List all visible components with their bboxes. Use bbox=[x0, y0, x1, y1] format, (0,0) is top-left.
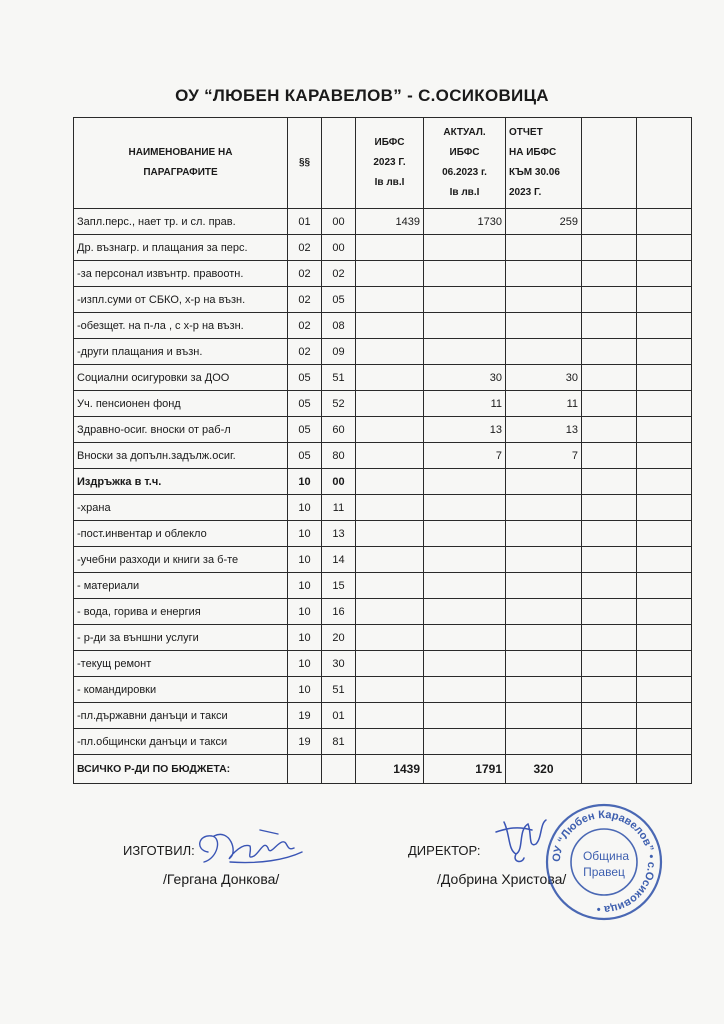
table-row bbox=[74, 261, 692, 287]
row-par-sub: 13 bbox=[322, 521, 356, 547]
row-par-sub: 14 bbox=[322, 547, 356, 573]
row-empty-1 bbox=[582, 651, 637, 677]
row-name: - командировки bbox=[74, 677, 288, 703]
row-par-main: 05 bbox=[288, 365, 322, 391]
row-name: -учебни разходи и книги за б-те bbox=[74, 547, 288, 573]
row-empty-1 bbox=[582, 313, 637, 339]
row-name: -за персонал извънтр. правоотн. bbox=[74, 261, 288, 287]
header-empty-1 bbox=[582, 118, 637, 209]
row-empty-2 bbox=[637, 209, 692, 235]
row-empty-2 bbox=[637, 651, 692, 677]
table-row bbox=[74, 729, 692, 755]
row-empty-1 bbox=[582, 469, 637, 495]
header-report-l1: ОТЧЕТ bbox=[509, 127, 543, 138]
official-stamp bbox=[542, 800, 666, 924]
row-ibfs bbox=[356, 313, 424, 339]
row-par-sub: 01 bbox=[322, 703, 356, 729]
stamp-ring-text: ОУ “Любен Каравелов” • с.Осиковица • bbox=[550, 808, 658, 916]
row-actual bbox=[424, 235, 506, 261]
header-name bbox=[74, 118, 288, 209]
table-row bbox=[74, 469, 692, 495]
table-row bbox=[74, 573, 692, 599]
total-actual: 1791 bbox=[424, 755, 506, 784]
row-ibfs bbox=[356, 365, 424, 391]
row-actual bbox=[424, 651, 506, 677]
header-paragraph: §§ bbox=[288, 118, 322, 209]
row-ibfs bbox=[356, 391, 424, 417]
header-actual bbox=[424, 118, 506, 209]
row-report bbox=[506, 573, 582, 599]
row-report bbox=[506, 339, 582, 365]
table-row bbox=[74, 365, 692, 391]
row-empty-2 bbox=[637, 677, 692, 703]
prepared-signature bbox=[190, 822, 310, 877]
total-empty-p1 bbox=[288, 755, 322, 784]
table-row bbox=[74, 547, 692, 573]
row-actual bbox=[424, 703, 506, 729]
row-empty-1 bbox=[582, 599, 637, 625]
table-row bbox=[74, 209, 692, 235]
row-empty-1 bbox=[582, 677, 637, 703]
row-empty-2 bbox=[637, 729, 692, 755]
row-name: Издръжка в т.ч. bbox=[74, 469, 288, 495]
row-empty-2 bbox=[637, 287, 692, 313]
row-report bbox=[506, 495, 582, 521]
table-row bbox=[74, 625, 692, 651]
row-empty-2 bbox=[637, 391, 692, 417]
header-paragraph-sub bbox=[322, 118, 356, 209]
row-empty-2 bbox=[637, 365, 692, 391]
row-par-main: 01 bbox=[288, 209, 322, 235]
header-report-l3: КЪМ 30.06 bbox=[509, 167, 560, 178]
row-par-sub: 11 bbox=[322, 495, 356, 521]
row-empty-1 bbox=[582, 521, 637, 547]
row-name: - р-ди за външни услуги bbox=[74, 625, 288, 651]
row-actual bbox=[424, 495, 506, 521]
header-ibfs-l3: Iв лв.I bbox=[374, 177, 405, 188]
row-report bbox=[506, 677, 582, 703]
row-empty-2 bbox=[637, 495, 692, 521]
row-name: Вноски за допълн.задълж.осиг. bbox=[74, 443, 288, 469]
row-actual bbox=[424, 469, 506, 495]
row-actual: 13 bbox=[424, 417, 506, 443]
row-par-sub: 00 bbox=[322, 209, 356, 235]
row-par-main: 05 bbox=[288, 417, 322, 443]
row-par-sub: 60 bbox=[322, 417, 356, 443]
table-row bbox=[74, 417, 692, 443]
row-name: -пл.държавни данъци и такси bbox=[74, 703, 288, 729]
row-ibfs bbox=[356, 599, 424, 625]
row-par-sub: 00 bbox=[322, 235, 356, 261]
row-par-sub: 51 bbox=[322, 677, 356, 703]
table-row bbox=[74, 599, 692, 625]
row-actual bbox=[424, 261, 506, 287]
row-ibfs bbox=[356, 339, 424, 365]
row-empty-1 bbox=[582, 625, 637, 651]
table-row bbox=[74, 339, 692, 365]
director-label: ДИРЕКТОР: bbox=[408, 843, 481, 858]
row-empty-1 bbox=[582, 573, 637, 599]
row-par-main: 02 bbox=[288, 287, 322, 313]
row-name: -текущ ремонт bbox=[74, 651, 288, 677]
row-empty-2 bbox=[637, 573, 692, 599]
stamp-inner-line2: Правец bbox=[583, 865, 625, 879]
row-empty-2 bbox=[637, 547, 692, 573]
row-empty-2 bbox=[637, 235, 692, 261]
row-ibfs bbox=[356, 703, 424, 729]
row-report bbox=[506, 625, 582, 651]
row-report bbox=[506, 521, 582, 547]
row-empty-2 bbox=[637, 313, 692, 339]
row-empty-1 bbox=[582, 495, 637, 521]
row-actual bbox=[424, 287, 506, 313]
row-ibfs: 1439 bbox=[356, 209, 424, 235]
row-empty-1 bbox=[582, 417, 637, 443]
row-par-main: 02 bbox=[288, 313, 322, 339]
row-empty-1 bbox=[582, 209, 637, 235]
header-name-line2: ПАРАГРАФИТЕ bbox=[143, 167, 218, 178]
header-report-l2: НА ИБФС bbox=[509, 147, 557, 158]
row-name: -пл.общински данъци и такси bbox=[74, 729, 288, 755]
table-row bbox=[74, 521, 692, 547]
row-actual bbox=[424, 677, 506, 703]
row-name: Социални осигуровки за ДОО bbox=[74, 365, 288, 391]
row-par-main: 05 bbox=[288, 443, 322, 469]
header-actual-l1: АКТУАЛ. bbox=[443, 127, 486, 138]
stamp-inner-line1: Община bbox=[582, 849, 630, 863]
row-par-sub: 51 bbox=[322, 365, 356, 391]
row-report: 259 bbox=[506, 209, 582, 235]
row-ibfs bbox=[356, 287, 424, 313]
row-ibfs bbox=[356, 235, 424, 261]
header-report-l4: 2023 Г. bbox=[509, 187, 542, 198]
row-par-sub: 02 bbox=[322, 261, 356, 287]
row-ibfs bbox=[356, 495, 424, 521]
row-empty-1 bbox=[582, 391, 637, 417]
row-empty-1 bbox=[582, 365, 637, 391]
header-actual-l2: ИБФС bbox=[449, 147, 480, 158]
row-report bbox=[506, 287, 582, 313]
table-body bbox=[74, 209, 692, 755]
row-name: -храна bbox=[74, 495, 288, 521]
row-empty-2 bbox=[637, 443, 692, 469]
row-ibfs bbox=[356, 651, 424, 677]
row-empty-1 bbox=[582, 261, 637, 287]
document-title: ОУ “ЛЮБЕН КАРАВЕЛОВ” - С.ОСИКОВИЦА bbox=[175, 86, 549, 105]
row-actual: 7 bbox=[424, 443, 506, 469]
budget-table bbox=[73, 117, 692, 784]
row-report: 30 bbox=[506, 365, 582, 391]
table-row bbox=[74, 287, 692, 313]
row-report: 11 bbox=[506, 391, 582, 417]
row-par-sub: 80 bbox=[322, 443, 356, 469]
row-actual bbox=[424, 313, 506, 339]
row-par-main: 10 bbox=[288, 573, 322, 599]
row-par-main: 10 bbox=[288, 469, 322, 495]
row-ibfs bbox=[356, 625, 424, 651]
row-actual: 30 bbox=[424, 365, 506, 391]
total-empty-p2 bbox=[322, 755, 356, 784]
table-row bbox=[74, 391, 692, 417]
row-report bbox=[506, 469, 582, 495]
row-empty-1 bbox=[582, 339, 637, 365]
row-report bbox=[506, 599, 582, 625]
row-empty-1 bbox=[582, 235, 637, 261]
total-ibfs: 1439 bbox=[356, 755, 424, 784]
row-actual bbox=[424, 339, 506, 365]
header-actual-l3: 06.2023 г. bbox=[442, 167, 487, 178]
row-ibfs bbox=[356, 443, 424, 469]
row-par-main: 10 bbox=[288, 677, 322, 703]
table-row bbox=[74, 495, 692, 521]
table-row bbox=[74, 313, 692, 339]
director-name: /Добрина Христова/ bbox=[437, 871, 567, 887]
row-ibfs bbox=[356, 677, 424, 703]
row-ibfs bbox=[356, 729, 424, 755]
row-report: 7 bbox=[506, 443, 582, 469]
total-label: ВСИЧКО Р-ДИ ПО БЮДЖЕТА: bbox=[74, 755, 288, 784]
row-ibfs bbox=[356, 573, 424, 599]
row-name: Др. възнагр. и плащания за перс. bbox=[74, 235, 288, 261]
row-report bbox=[506, 651, 582, 677]
row-par-main: 10 bbox=[288, 625, 322, 651]
row-par-main: 10 bbox=[288, 599, 322, 625]
total-report: 320 bbox=[506, 755, 582, 784]
header-report bbox=[506, 118, 582, 209]
row-empty-1 bbox=[582, 703, 637, 729]
row-ibfs bbox=[356, 417, 424, 443]
row-name: Здравно-осиг. вноски от раб-л bbox=[74, 417, 288, 443]
row-empty-1 bbox=[582, 443, 637, 469]
row-par-main: 19 bbox=[288, 703, 322, 729]
row-par-main: 10 bbox=[288, 547, 322, 573]
row-actual bbox=[424, 729, 506, 755]
row-ibfs bbox=[356, 521, 424, 547]
row-empty-2 bbox=[637, 521, 692, 547]
row-empty-1 bbox=[582, 729, 637, 755]
row-empty-2 bbox=[637, 469, 692, 495]
row-actual bbox=[424, 547, 506, 573]
row-par-sub: 30 bbox=[322, 651, 356, 677]
row-par-sub: 16 bbox=[322, 599, 356, 625]
row-par-main: 19 bbox=[288, 729, 322, 755]
header-ibfs-l1: ИБФС bbox=[374, 137, 405, 148]
table-row bbox=[74, 651, 692, 677]
row-empty-2 bbox=[637, 599, 692, 625]
row-report bbox=[506, 235, 582, 261]
row-par-main: 05 bbox=[288, 391, 322, 417]
row-name: Уч. пенсионен фонд bbox=[74, 391, 288, 417]
row-par-main: 02 bbox=[288, 235, 322, 261]
row-par-sub: 20 bbox=[322, 625, 356, 651]
table-header-row bbox=[74, 118, 692, 209]
row-name: Запл.перс., нает тр. и сл. прав. bbox=[74, 209, 288, 235]
row-actual bbox=[424, 599, 506, 625]
row-par-sub: 08 bbox=[322, 313, 356, 339]
row-report bbox=[506, 547, 582, 573]
row-empty-1 bbox=[582, 287, 637, 313]
row-name: -пост.инвентар и облекло bbox=[74, 521, 288, 547]
prepared-by-label: ИЗГОТВИЛ: bbox=[123, 843, 195, 858]
table-row bbox=[74, 703, 692, 729]
row-actual bbox=[424, 625, 506, 651]
table-row bbox=[74, 235, 692, 261]
row-name: -други плащания и възн. bbox=[74, 339, 288, 365]
row-empty-1 bbox=[582, 547, 637, 573]
header-empty-2 bbox=[637, 118, 692, 209]
row-report bbox=[506, 729, 582, 755]
total-empty-2 bbox=[637, 755, 692, 784]
row-par-sub: 05 bbox=[322, 287, 356, 313]
row-actual bbox=[424, 521, 506, 547]
row-par-main: 02 bbox=[288, 261, 322, 287]
header-ibfs bbox=[356, 118, 424, 209]
row-report bbox=[506, 313, 582, 339]
prepared-by-name: /Гергана Донкова/ bbox=[163, 871, 280, 887]
row-empty-2 bbox=[637, 261, 692, 287]
header-actual-l4: Iв лв.I bbox=[449, 187, 480, 198]
row-actual bbox=[424, 573, 506, 599]
table-row bbox=[74, 443, 692, 469]
row-name: - материали bbox=[74, 573, 288, 599]
total-empty-1 bbox=[582, 755, 637, 784]
row-empty-2 bbox=[637, 625, 692, 651]
row-par-main: 02 bbox=[288, 339, 322, 365]
total-row bbox=[74, 755, 692, 784]
row-par-sub: 09 bbox=[322, 339, 356, 365]
row-par-sub: 52 bbox=[322, 391, 356, 417]
row-empty-2 bbox=[637, 417, 692, 443]
row-empty-2 bbox=[637, 339, 692, 365]
row-par-sub: 15 bbox=[322, 573, 356, 599]
header-name-line1: НАИМЕНОВАНИЕ НА bbox=[128, 147, 233, 158]
row-par-main: 10 bbox=[288, 521, 322, 547]
row-par-main: 10 bbox=[288, 495, 322, 521]
row-ibfs bbox=[356, 469, 424, 495]
row-name: - вода, горива и енергия bbox=[74, 599, 288, 625]
row-actual: 1730 bbox=[424, 209, 506, 235]
table-row bbox=[74, 677, 692, 703]
row-par-sub: 81 bbox=[322, 729, 356, 755]
row-ibfs bbox=[356, 547, 424, 573]
row-report bbox=[506, 261, 582, 287]
row-actual: 11 bbox=[424, 391, 506, 417]
row-report bbox=[506, 703, 582, 729]
row-par-sub: 00 bbox=[322, 469, 356, 495]
row-name: -изпл.суми от СБКО, х-р на възн. bbox=[74, 287, 288, 313]
row-name: -обезщет. на п-ла , с х-р на възн. bbox=[74, 313, 288, 339]
row-par-main: 10 bbox=[288, 651, 322, 677]
row-report: 13 bbox=[506, 417, 582, 443]
row-ibfs bbox=[356, 261, 424, 287]
row-empty-2 bbox=[637, 703, 692, 729]
header-ibfs-l2: 2023 Г. bbox=[373, 157, 406, 168]
